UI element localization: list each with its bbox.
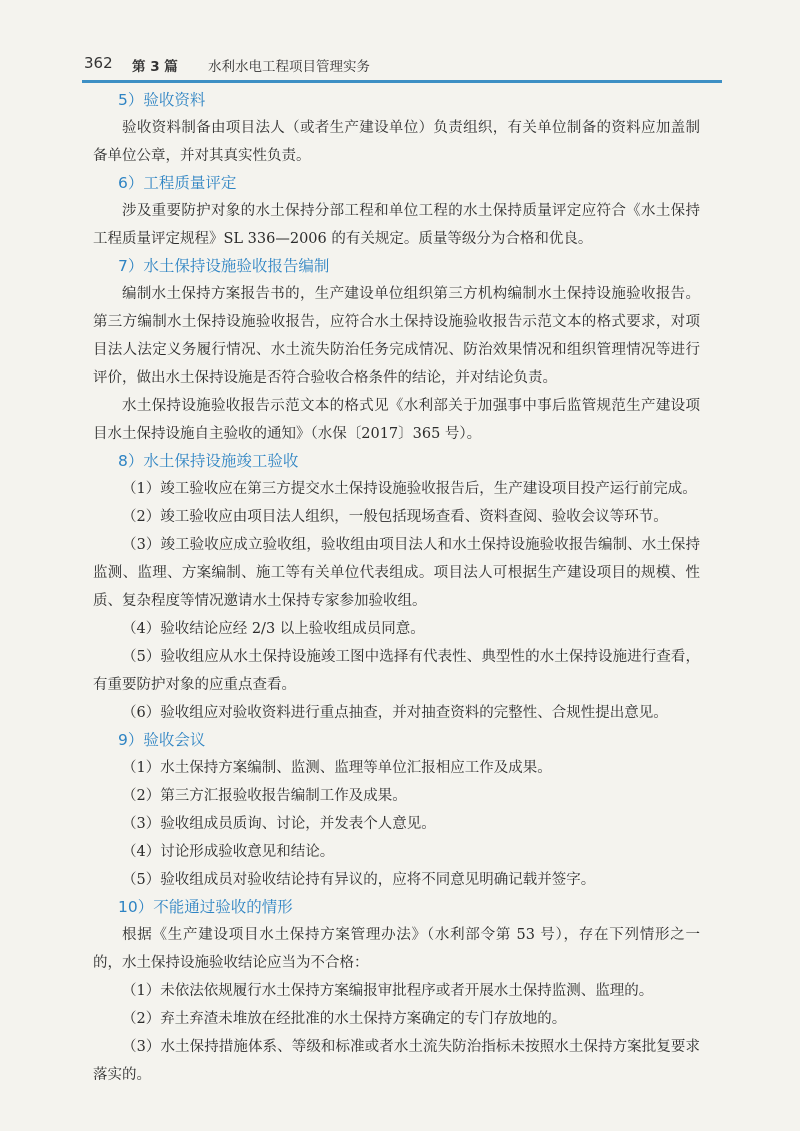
list-item: （1）未依法依规履行水土保持方案编报审批程序或者开展水土保持监测、监理的。 xyxy=(122,983,654,999)
part-label: 第 3 篇 xyxy=(132,59,178,75)
section-heading: 7）水土保持设施验收报告编制 xyxy=(118,257,330,275)
section-heading: 9）验收会议 xyxy=(118,731,206,749)
section-acceptance-materials xyxy=(93,87,700,170)
list-item: （2）第三方汇报验收报告编制工作及成果。 xyxy=(122,788,407,804)
paragraph: 涉及重要防护对象的水土保持分部工程和单位工程的水土保持质量评定应符合《水土保持工程质量评定规程》SL 336—2006 的有关规定。质量等级分为合格和优良。 xyxy=(93,203,700,247)
paragraph: 验收资料制备由项目法人（或者生产建设单位）负责组织，有关单位制备的资料应加盖制备单位公章，并对其真实性负责。 xyxy=(93,120,700,164)
list-item: （3）水土保持措施体系、等级和标准或者水土流失防治指标未按照水土保持方案批复要求落实的。 xyxy=(93,1039,700,1083)
section-heading: 10）不能通过验收的情形 xyxy=(118,898,293,916)
paragraph: 根据《生产建设项目水土保持方案管理办法》（水利部令第 53 号），存在下列情形之一的，水土保持设施验收结论应当为不合格： xyxy=(93,927,700,971)
section-report-compilation xyxy=(93,253,700,448)
section-failure-conditions xyxy=(93,894,700,1089)
section-heading: 8）水土保持设施竣工验收 xyxy=(118,452,299,470)
list-item: （2）弃土弃渣未堆放在经批准的水土保持方案确定的专门存放地的。 xyxy=(122,1011,567,1027)
list-item: （1）水土保持方案编制、监测、监理等单位汇报相应工作及成果。 xyxy=(122,760,552,776)
list-item: （5）验收组应从水土保持设施竣工图中选择有代表性、典型性的水土保持设施进行查看，有重要防护对象的应重点查看。 xyxy=(93,649,700,693)
list-item: （3）竣工验收应成立验收组，验收组由项目法人和水土保持设施验收报告编制、水土保持监测、监理、方案编制、施工等有关单位代表组成。项目法人可根据生产建设项目的规模、性质、复杂程度等情况邀请水土保持专家参加验收组。 xyxy=(93,537,700,609)
list-item: （6）验收组应对验收资料进行重点抽查，并对抽查资料的完整性、合规性提出意见。 xyxy=(122,705,668,721)
section-completion-acceptance xyxy=(93,448,700,727)
book-title: 水利水电工程项目管理实务 xyxy=(208,59,370,75)
paragraph: 水土保持设施验收报告示范文本的格式见《水利部关于加强事中事后监管规范生产建设项目水土保持设施自主验收的通知》（水保〔2017〕365 号）。 xyxy=(93,398,700,442)
header-rule xyxy=(82,80,722,83)
list-item: （2）竣工验收应由项目法人组织，一般包括现场查看、资料查阅、验收会议等环节。 xyxy=(122,509,668,525)
section-acceptance-meeting xyxy=(93,727,700,894)
list-item: （4）讨论形成验收意见和结论。 xyxy=(122,844,335,860)
section-quality-evaluation xyxy=(93,170,700,253)
page-number: 362 xyxy=(84,54,113,72)
section-heading: 6）工程质量评定 xyxy=(118,174,237,192)
paragraph: 编制水土保持方案报告书的，生产建设单位组织第三方机构编制水土保持设施验收报告。第三方编制水土保持设施验收报告，应符合水土保持设施验收报告示范文本的格式要求，对项目法人法定义务履行情况、水土流失防治任务完成情况、防治效果情况和组织管理情况等进行评价，做出水土保持设施是否符合验收合格条件的结论，并对结论负责。 xyxy=(93,286,700,386)
list-item: （4）验收结论应经 2/3 以上验收组成员同意。 xyxy=(122,621,425,637)
section-heading: 5）验收资料 xyxy=(118,91,206,109)
page-content xyxy=(93,87,700,1089)
list-item: （5）验收组成员对验收结论持有异议的，应将不同意见明确记载并签字。 xyxy=(122,872,596,888)
list-item: （1）竣工验收应在第三方提交水土保持设施验收报告后，生产建设项目投产运行前完成。 xyxy=(122,481,697,497)
page-header xyxy=(84,52,724,76)
list-item: （3）验收组成员质询、讨论，并发表个人意见。 xyxy=(122,816,436,832)
